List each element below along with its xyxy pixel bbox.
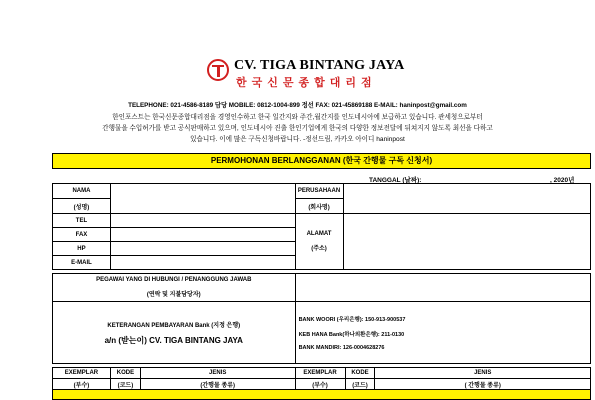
date-year: , 2020년 <box>550 177 575 184</box>
bank-keb-hana: KEB HANA Bank(하나외환은행): 211-0130 <box>298 331 405 338</box>
intro-line: 한인포스트는 한국신문종합대리점을 경영인수하고 한국 일간지와 주간,월간지를 인도네시아에 보급하고 있습니다. 관세청으로부터 <box>112 114 483 121</box>
company-logo <box>207 59 229 81</box>
bank-woori: BANK WOORI (우리은행): 150-913-900537 <box>298 316 406 323</box>
order-yellow-row <box>53 390 591 400</box>
bank-list <box>295 302 590 364</box>
company-name: CV. TIGA BINTANG JAYA <box>234 58 405 73</box>
nama-field[interactable] <box>110 184 295 214</box>
hp-field[interactable] <box>110 242 295 256</box>
alamat-field[interactable] <box>343 214 591 270</box>
alamat-kr-label: (주소) <box>311 246 327 252</box>
nama-kr-label: (성명) <box>53 199 111 214</box>
contact-person-field[interactable] <box>295 274 590 302</box>
order-table <box>52 367 591 400</box>
exemplar-subheader: (부수) <box>53 379 111 390</box>
contact-person-kr-label: (연락 및 지불담당자) <box>146 292 201 298</box>
tel-field[interactable] <box>110 214 295 228</box>
nama-label: NAMA <box>53 184 111 199</box>
email-field[interactable] <box>110 256 295 270</box>
payment-label-cell <box>53 302 296 364</box>
kode-subheader-2: (코드) <box>345 379 375 390</box>
perusahaan-kr-label: (회사명) <box>295 199 343 214</box>
contact-person-label: PEGAWAI YANG DI HUBUNGI / PENANGGUNG JAWAB <box>96 277 252 283</box>
date-label: TANGGAL (날짜): <box>369 177 422 184</box>
exemplar-header: EXEMPLAR <box>53 368 111 379</box>
intro-text <box>52 112 543 145</box>
jenis-header: JENIS <box>140 368 295 379</box>
payment-account-name: a/n (받는이) CV. TIGA BINTANG JAYA <box>104 335 243 345</box>
customer-info-table <box>52 183 591 270</box>
payment-table <box>52 273 591 364</box>
payment-label: KETERANGAN PEMBAYARAN Bank (지정 은행) <box>107 322 241 329</box>
jenis-subheader-2: ( 간행물 종류) <box>375 379 591 390</box>
kode-header-2: KODE <box>345 368 375 379</box>
form-title: PERMOHONAN BERLANGGANAN (한국 간행물 구독 신청서) <box>52 153 591 169</box>
contact-line: TELEPHONE: 021-4586-8189 담당 MOBILE: 0812-1004-899 정선 FAX: 021-45869188 E-MAIL: haninpost@gmail.com <box>128 102 467 109</box>
perusahaan-field[interactable] <box>343 184 591 214</box>
email-label: E-MAIL <box>53 256 111 270</box>
exemplar-subheader-2: (부수) <box>295 379 345 390</box>
bank-mandiri: BANK MANDIRI: 126-0004628276 <box>298 344 385 351</box>
tel-label: TEL <box>53 214 111 228</box>
jenis-subheader: (간행물 종류) <box>140 379 295 390</box>
company-name-korean: 한국신문종합대리점 <box>236 77 377 89</box>
intro-line: 있습니다. 이에 많은 구독신청바랍니다. -정선드림, 카카오 아이디 haninpost <box>190 136 405 143</box>
kode-subheader: (코드) <box>110 379 140 390</box>
perusahaan-label: PERUSAHAAN <box>295 184 343 199</box>
hp-label: HP <box>53 242 111 256</box>
jenis-header-2: JENIS <box>375 368 591 379</box>
kode-header: KODE <box>110 368 140 379</box>
alamat-label-cell <box>295 214 343 270</box>
fax-field[interactable] <box>110 228 295 242</box>
intro-line: 간행물을 수입허가를 받고 공식판매하고 있으며, 인도네시아 진출 한인기업에게 한국의 다양한 정보전달에 뒤쳐지지 않도록 최선을 다하고 <box>102 125 493 132</box>
contact-person-label-cell <box>53 274 296 302</box>
alamat-label: ALAMAT <box>306 231 332 237</box>
exemplar-header-2: EXEMPLAR <box>295 368 345 379</box>
fax-label: FAX <box>53 228 111 242</box>
